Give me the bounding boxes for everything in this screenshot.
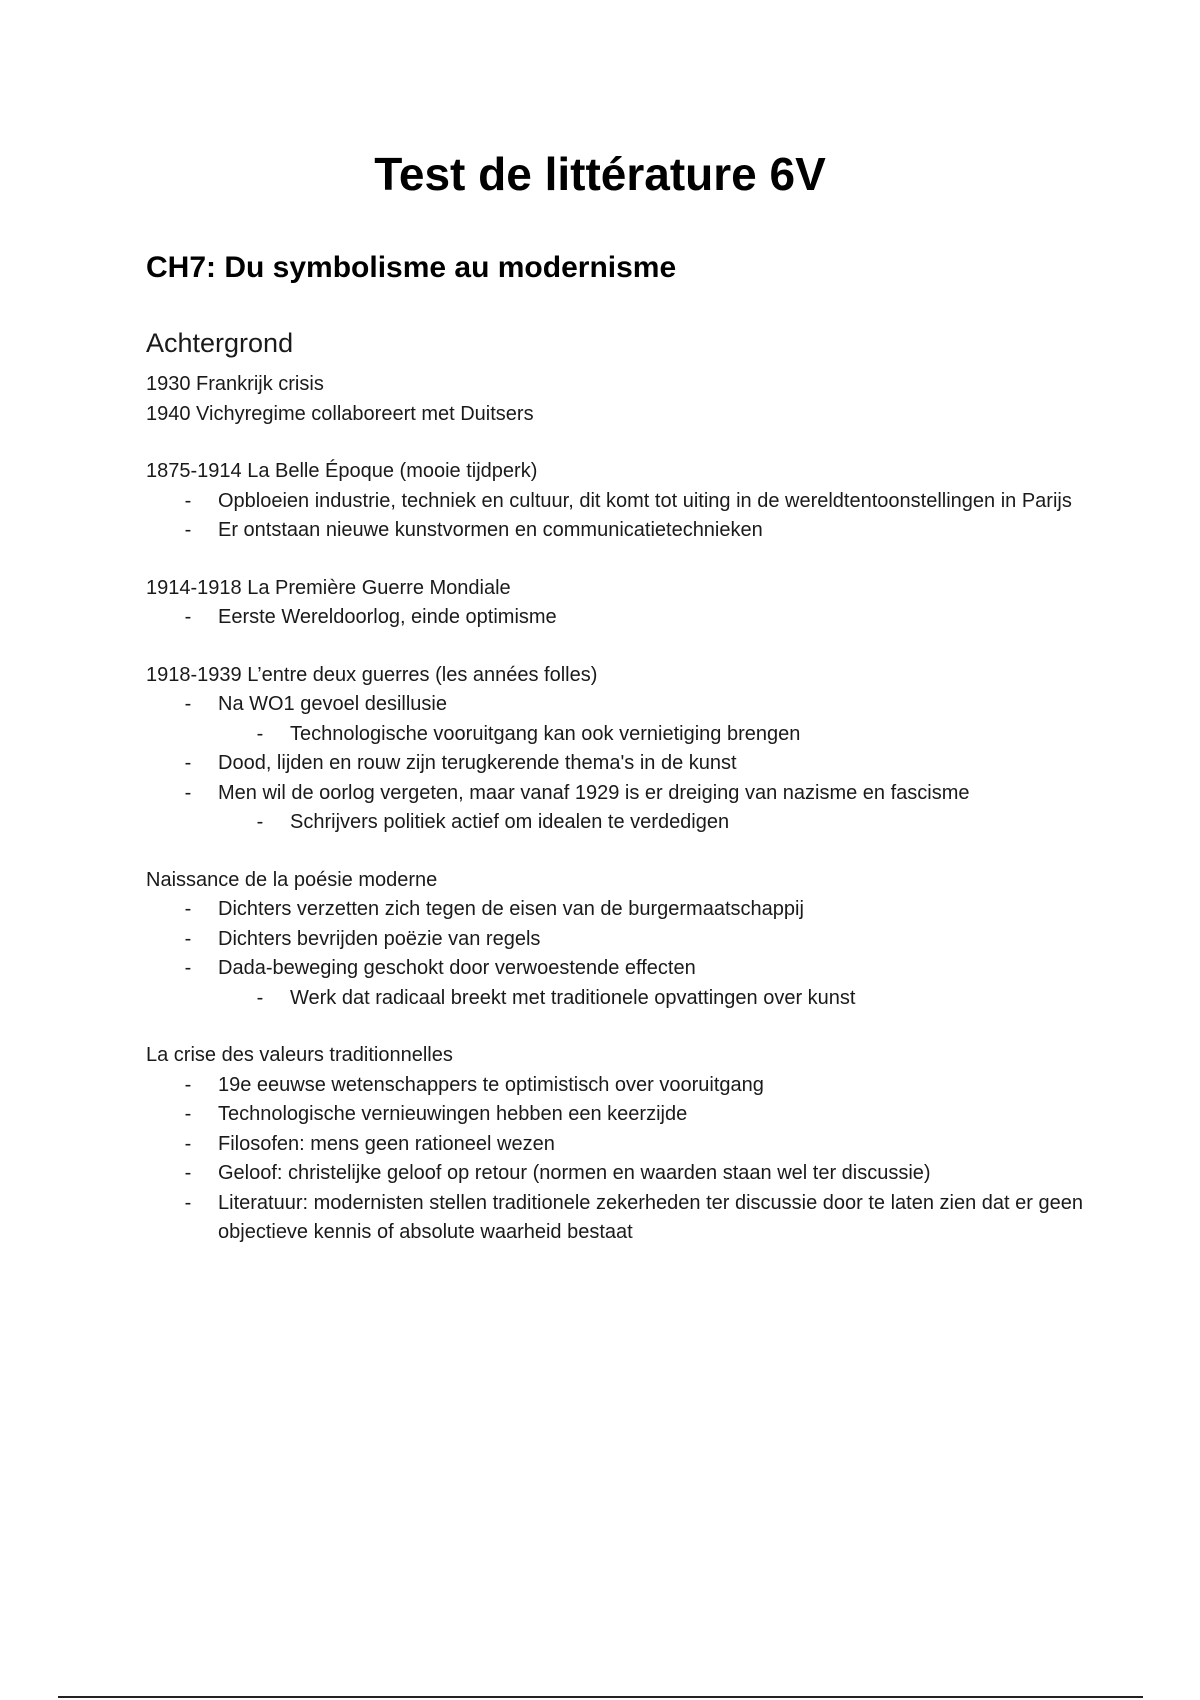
list-item-text: Men wil de oorlog vergeten, maar vanaf 1929 is er dreiging van nazisme en fascisme bbox=[218, 781, 970, 804]
list-item-text: Filosofen: mens geen rationeel wezen bbox=[218, 1132, 555, 1155]
dash-bullet-icon: - bbox=[184, 1191, 192, 1214]
sub-list-item bbox=[146, 984, 1086, 1014]
dash-bullet-icon: - bbox=[184, 1073, 192, 1096]
list-item bbox=[146, 1130, 1086, 1160]
list-item-text: Er ontstaan nieuwe kunstvormen en communicatietechnieken bbox=[218, 519, 763, 541]
list-item bbox=[146, 1100, 1086, 1130]
list-item-text: Technologische vernieuwingen hebben een keerzijde bbox=[218, 1103, 688, 1125]
block-heading: 1914-1918 La Première Guerre Mondiale bbox=[146, 576, 511, 599]
list-item-text: Dichters bevrijden poëzie van regels bbox=[218, 927, 541, 950]
timeline-block-belle-epoque bbox=[146, 457, 1086, 546]
dash-bullet-icon: - bbox=[184, 489, 192, 512]
section-heading: Achtergrond bbox=[146, 328, 294, 358]
block-heading: 1918-1939 L’entre deux guerres (les années folles) bbox=[146, 663, 598, 686]
dash-bullet-icon: - bbox=[184, 1103, 192, 1125]
list-item bbox=[146, 954, 1086, 1013]
timeline-block-intro bbox=[146, 370, 1086, 429]
dash-bullet-icon: - bbox=[184, 781, 192, 804]
list-item bbox=[146, 1189, 1086, 1248]
bullet-list bbox=[146, 603, 1086, 633]
block-heading: La crise des valeurs traditionnelles bbox=[146, 1044, 453, 1066]
timeline-block-modern-poetry bbox=[146, 866, 1086, 1014]
dash-bullet-icon: - bbox=[184, 957, 192, 979]
list-item-text: Dichters verzetten zich tegen de eisen van de burgermaatschappij bbox=[218, 898, 804, 920]
dash-bullet-icon: - bbox=[184, 752, 192, 774]
dash-bullet-icon: - bbox=[256, 986, 264, 1009]
dash-bullet-icon: - bbox=[184, 898, 192, 920]
sub-bullet-list bbox=[218, 808, 1086, 838]
bullet-list bbox=[146, 690, 1086, 838]
dash-bullet-icon: - bbox=[184, 519, 192, 541]
document-title: Test de littérature 6V bbox=[374, 148, 826, 200]
sub-list-item-text: Werk dat radicaal breekt met traditionele opvattingen over kunst bbox=[290, 986, 856, 1009]
list-item bbox=[146, 690, 1086, 749]
chapter-heading: CH7: Du symbolisme au modernisme bbox=[146, 251, 677, 284]
timeline-line: 1940 Vichyregime collaboreert met Duitsers bbox=[146, 402, 534, 425]
dash-bullet-icon: - bbox=[256, 722, 264, 745]
list-item bbox=[146, 516, 1086, 546]
sub-bullet-list bbox=[218, 984, 1086, 1014]
dash-bullet-icon: - bbox=[184, 1162, 192, 1184]
timeline-line: 1930 Frankrijk crisis bbox=[146, 373, 324, 395]
sub-list-item bbox=[146, 720, 1086, 750]
list-item bbox=[146, 749, 1086, 779]
list-item-text: Eerste Wereldoorlog, einde optimisme bbox=[218, 606, 557, 628]
dash-bullet-icon: - bbox=[184, 606, 192, 628]
timeline-block-first-world-war bbox=[146, 574, 1086, 633]
sub-list-item-text: Schrijvers politiek actief om idealen te verdedigen bbox=[290, 811, 730, 833]
dash-bullet-icon: - bbox=[184, 927, 192, 950]
list-item bbox=[146, 779, 1086, 838]
timeline-block-interwar bbox=[146, 661, 1086, 838]
list-item-text: 19e eeuwse wetenschappers te optimistisch over vooruitgang bbox=[218, 1073, 764, 1096]
bullet-list bbox=[146, 895, 1086, 1013]
sub-bullet-list bbox=[218, 720, 1086, 750]
dash-bullet-icon: - bbox=[256, 811, 264, 833]
block-heading: 1875-1914 La Belle Époque (mooie tijdperk) bbox=[146, 460, 538, 482]
list-item-text: Na WO1 gevoel desillusie bbox=[218, 693, 447, 715]
sub-list-item-text: Technologische vooruitgang kan ook vernietiging brengen bbox=[290, 722, 801, 745]
list-item bbox=[146, 925, 1086, 955]
sub-list-item bbox=[146, 808, 1086, 838]
document-body bbox=[146, 246, 1086, 1248]
bullet-list bbox=[146, 1071, 1086, 1248]
timeline-block-crisis-values bbox=[146, 1041, 1086, 1248]
list-item-text: Dood, lijden en rouw zijn terugkerende thema's in de kunst bbox=[218, 752, 737, 774]
list-item bbox=[146, 895, 1086, 925]
list-item-text: Dada-beweging geschokt door verwoestende effecten bbox=[218, 957, 696, 979]
list-item bbox=[146, 1159, 1086, 1189]
dash-bullet-icon: - bbox=[184, 693, 192, 715]
page-bottom-rule bbox=[58, 1696, 1143, 1698]
bullet-list bbox=[146, 487, 1086, 546]
list-item bbox=[146, 603, 1086, 633]
list-item-text: Opbloeien industrie, techniek en cultuur, dit komt tot uiting in de wereldtentoonstellingen in Parijs bbox=[218, 489, 1072, 512]
list-item bbox=[146, 487, 1086, 517]
list-item bbox=[146, 1071, 1086, 1101]
list-item-text: Geloof: christelijke geloof op retour (normen en waarden staan wel ter discussie) bbox=[218, 1162, 931, 1184]
dash-bullet-icon: - bbox=[184, 1132, 192, 1155]
block-heading: Naissance de la poésie moderne bbox=[146, 868, 438, 891]
list-item-text: Literatuur: modernisten stellen traditionele zekerheden ter discussie door te laten zien dat er geen objectieve kennis of absolute waarheid bestaat bbox=[218, 1191, 1083, 1243]
